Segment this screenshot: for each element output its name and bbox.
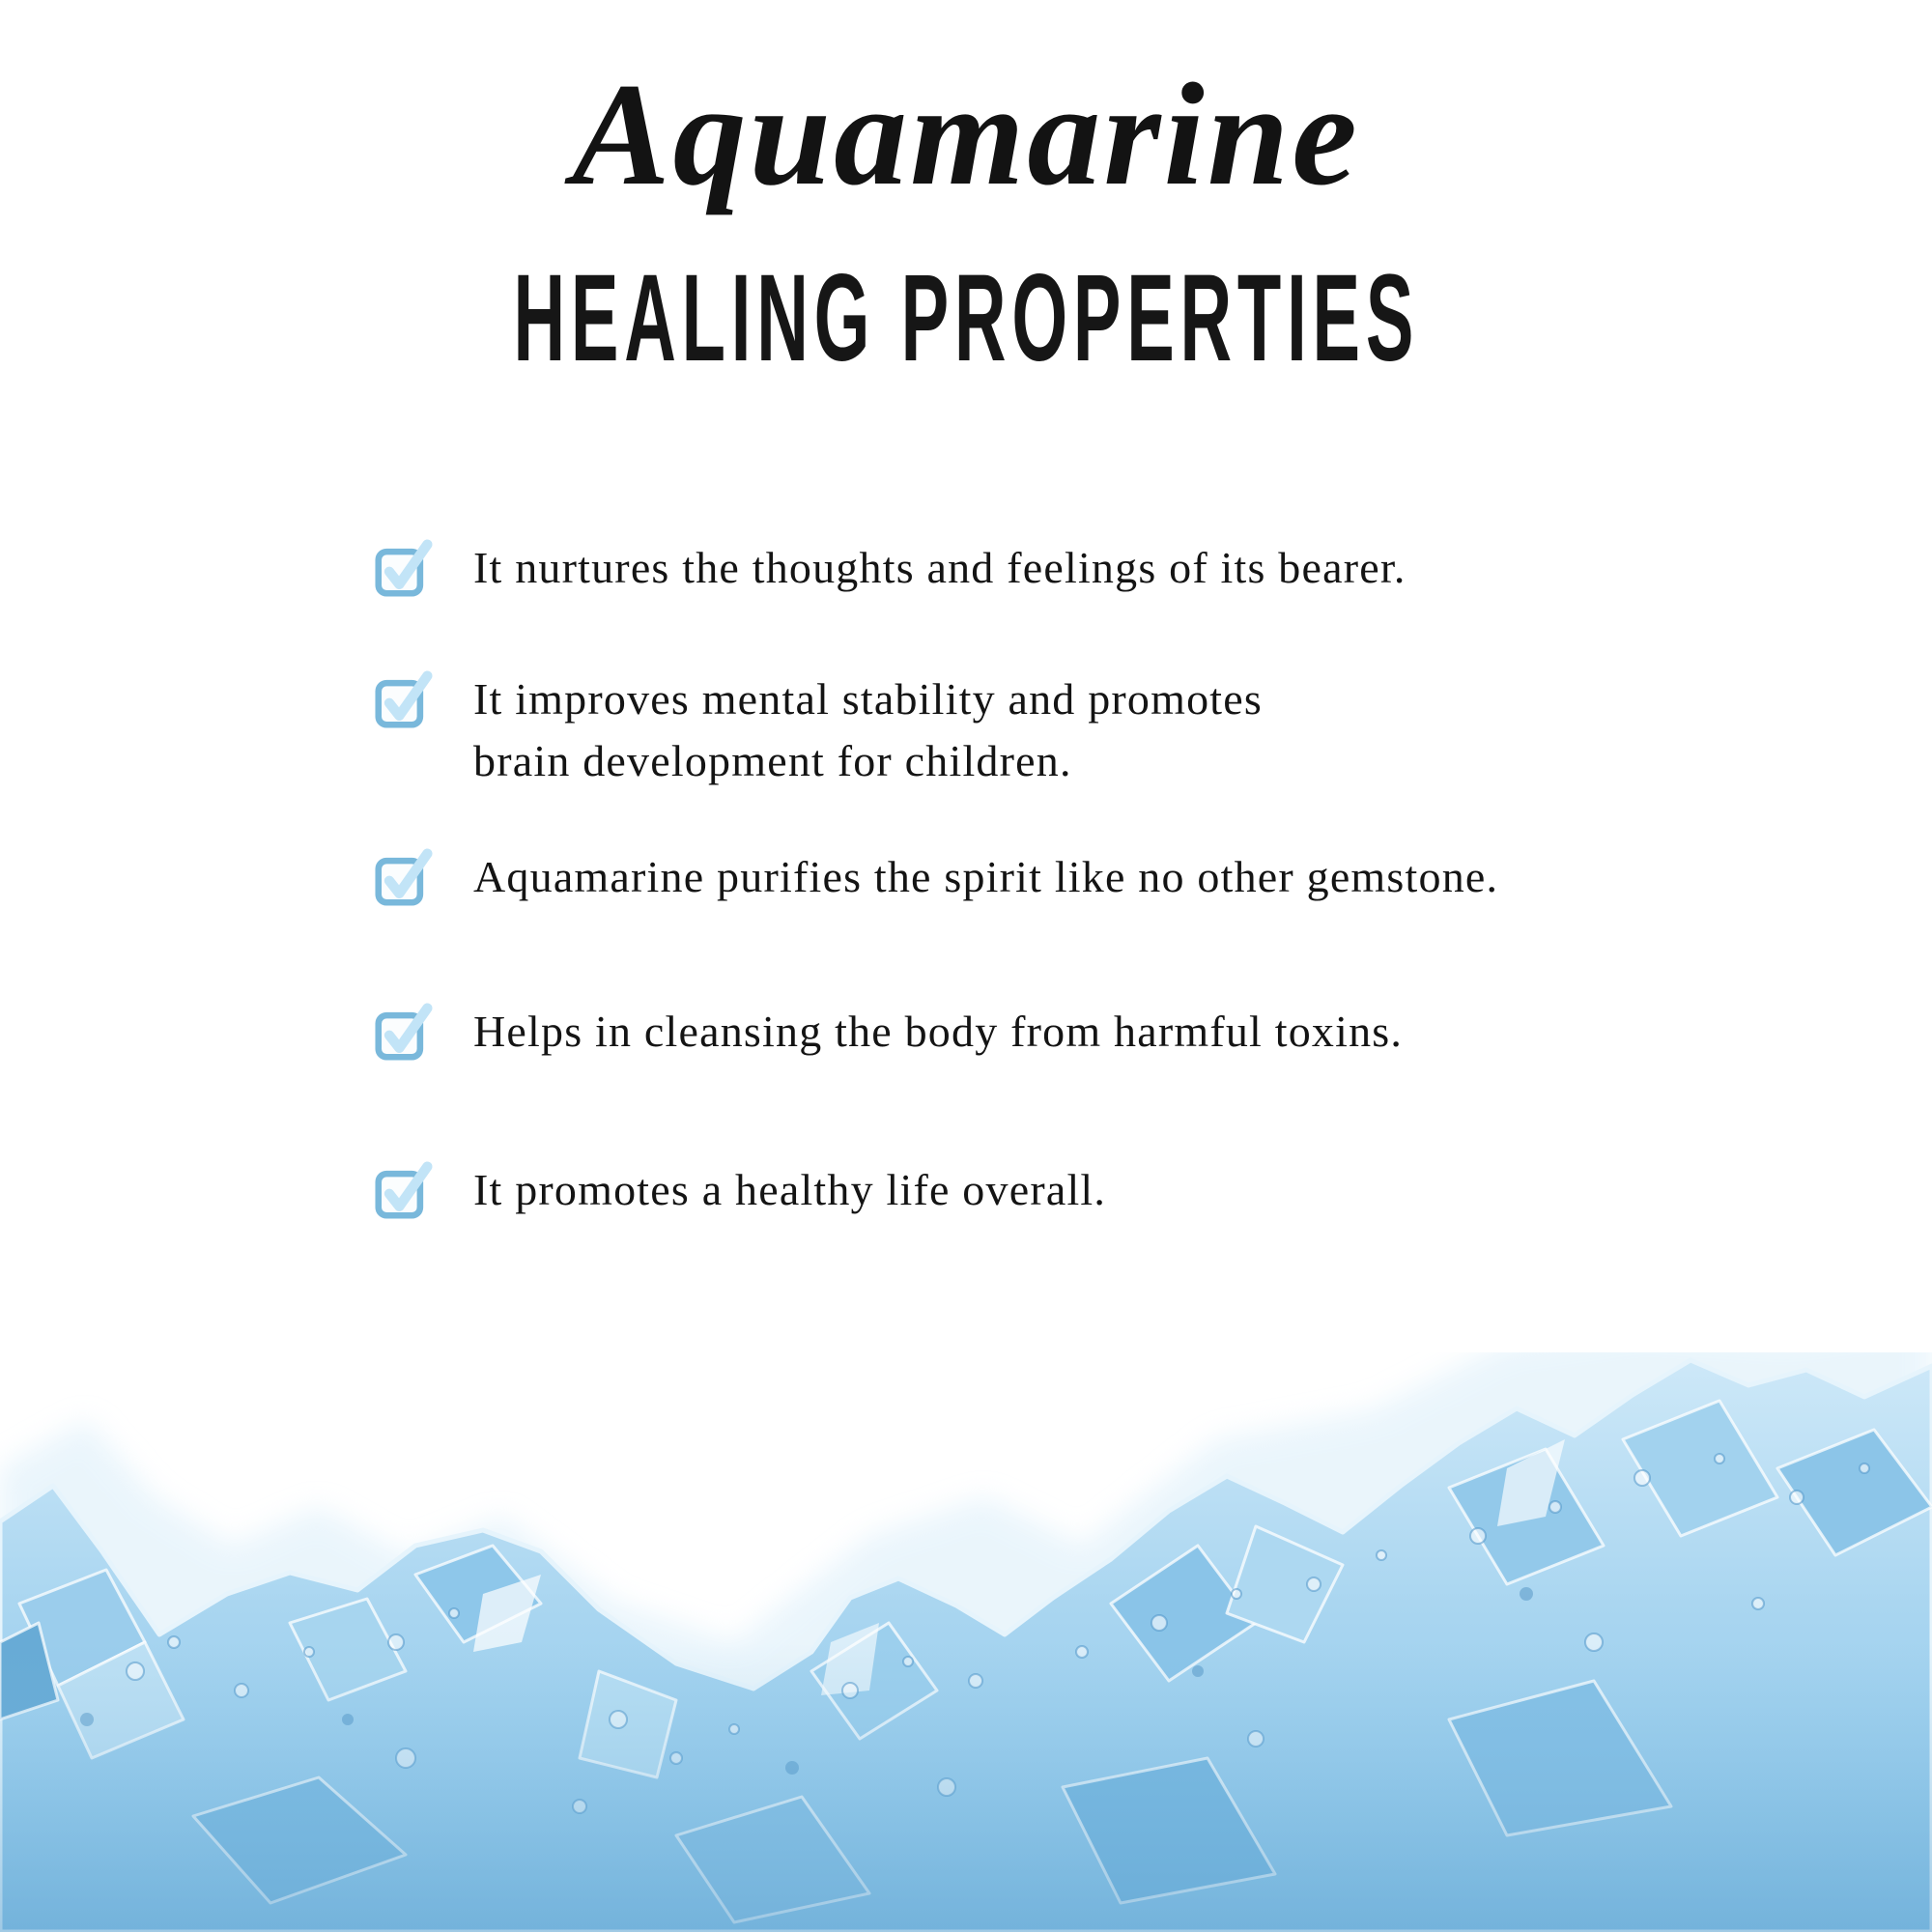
- list-item: [375, 1159, 1498, 1221]
- list-item: [375, 1001, 1498, 1063]
- checked-checkbox-icon: [375, 539, 433, 597]
- list-item-text: Helps in cleansing the body from harmful toxins.: [473, 1007, 1404, 1056]
- ice-cubes-image: [0, 1352, 1932, 1932]
- list-item: [375, 537, 1498, 599]
- checked-checkbox-icon: [375, 1161, 433, 1219]
- list-item-text: It nurtures the thoughts and feelings of its bearer.: [473, 543, 1406, 592]
- list-item-text: Aquamarine purifies the spirit like no other gemstone.: [473, 852, 1499, 901]
- checked-checkbox-icon: [375, 670, 433, 728]
- healing-properties-list: [375, 537, 1498, 1221]
- checked-checkbox-icon: [375, 848, 433, 906]
- page-title: Aquamarine: [572, 53, 1360, 215]
- list-item-text: It improves mental stability and promotes brain development for children.: [473, 674, 1264, 785]
- page-subtitle: HEALING PROPERTIES: [513, 249, 1419, 387]
- checked-checkbox-icon: [375, 1003, 433, 1061]
- list-item: [375, 668, 1498, 792]
- list-item: [375, 846, 1498, 908]
- subtitle-wrap: [0, 249, 1932, 387]
- list-item-text: It promotes a healthy life overall.: [473, 1165, 1107, 1214]
